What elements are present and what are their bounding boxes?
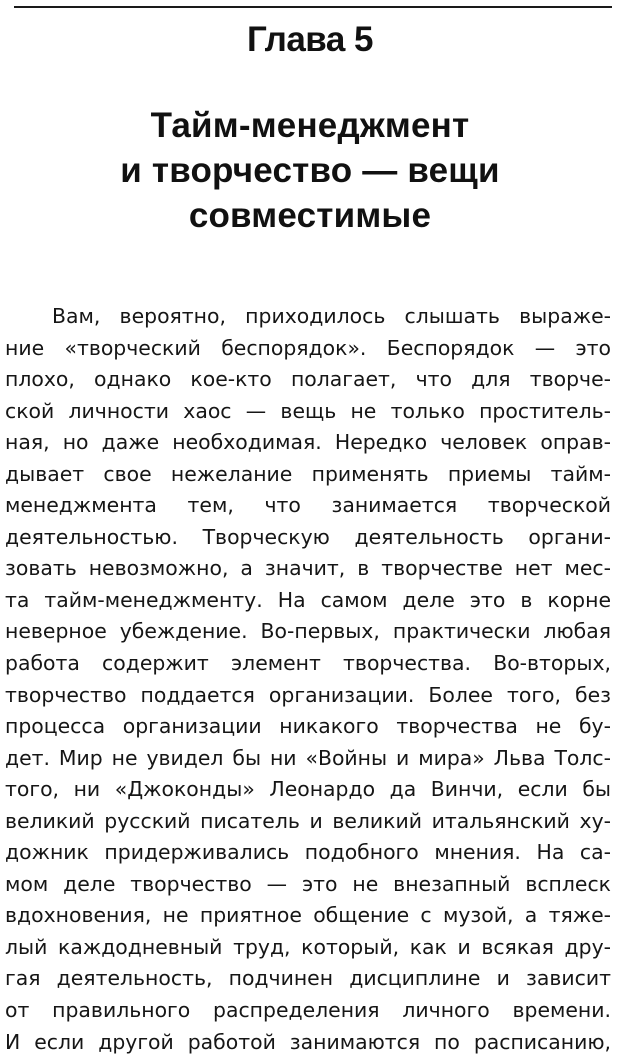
text-line: от правильного распределения личного времени. bbox=[5, 998, 611, 1023]
text-line: дожник придерживались подобного мнения. На са- bbox=[5, 840, 611, 865]
text-line: дывает свое нежелание применять приемы тайм- bbox=[5, 461, 611, 486]
chapter-title-line: совместимые bbox=[188, 196, 432, 235]
text-line: ской личности хаос — вещь не только проститель- bbox=[5, 398, 611, 423]
text-line: та тайм-менеджменту. На самом деле это в корне bbox=[5, 587, 611, 612]
chapter-label: Глава 5 bbox=[246, 20, 373, 59]
chapter-title bbox=[40, 103, 580, 238]
chapter-title-line: Тайм-менеджмент bbox=[150, 106, 470, 145]
text-line: вдохновения, не приятное общение с музой, а тяже- bbox=[5, 903, 611, 928]
text-line: менеджмента тем, что занимается творческой bbox=[5, 493, 611, 518]
text-line: творчество поддается организации. Более того, без bbox=[5, 682, 611, 707]
text-line: дет. Мир не увидел бы ни «Войны и мира» Льва Толс- bbox=[5, 745, 611, 770]
text-line: неверное убеждение. Во-первых, практически любая bbox=[5, 619, 611, 644]
text-line: мом деле творчество — это не внезапный всплеск bbox=[5, 871, 611, 896]
text-line: деятельностью. Творческую деятельность органи- bbox=[5, 524, 611, 549]
text-line: Вам, вероятно, приходилось слышать выраже- bbox=[52, 304, 611, 328]
text-line: ние «творческий беспорядок». Беспорядок — это bbox=[5, 335, 611, 360]
text-line: лый каждодневный труд, который, как и всякая дру- bbox=[5, 934, 611, 959]
text-line: гая деятельность, подчинен дисциплине и зависит bbox=[5, 966, 611, 991]
chapter-title-line: и творчество — вещи bbox=[120, 151, 500, 190]
text-line: процесса организации никакого творчества не бу- bbox=[5, 714, 611, 739]
text-line: работа содержит элемент творчества. Во-вторых, bbox=[5, 651, 611, 676]
body-paragraph bbox=[5, 301, 611, 1058]
text-line: того, ни «Джоконды» Леонардо да Винчи, если бы bbox=[5, 777, 611, 802]
text-line: плохо, однако кое-кто полагает, что для творче- bbox=[5, 367, 611, 392]
text-line: И если другой работой занимаются по расписанию, bbox=[5, 1029, 611, 1054]
top-rule bbox=[14, 6, 612, 8]
text-line: великий русский писатель и великий итальянский ху- bbox=[5, 808, 611, 833]
text-line: зовать невозможно, а значит, в творчестве нет мес- bbox=[5, 556, 611, 581]
text-line: ная, но даже необходимая. Нередко человек оправ- bbox=[5, 430, 611, 455]
